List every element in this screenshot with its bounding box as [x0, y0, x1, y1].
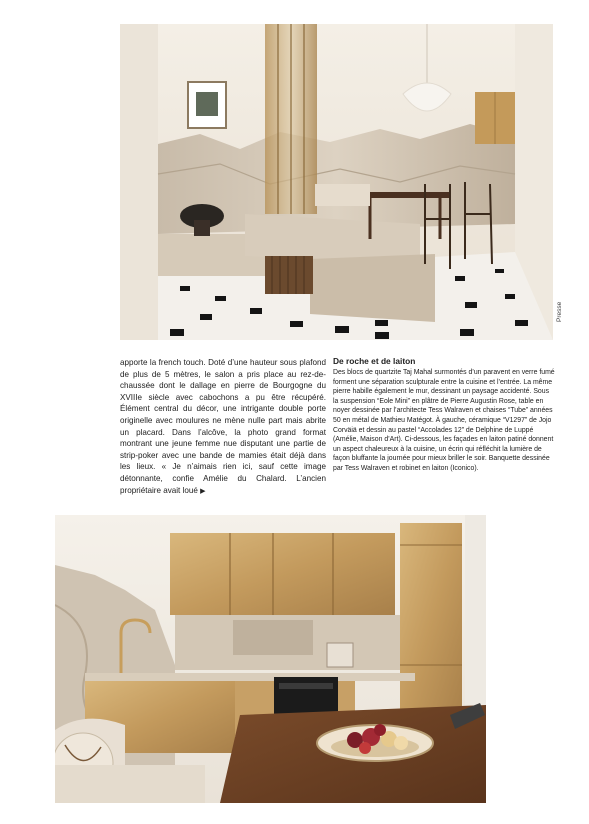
article-body-text: apporte la french touch. Doté d’une hauteur sous plafond de plus de 5 mètres, le salon a pris place au rez-de-chaussée dont le dallage en pierre de Bourgogne du XVIIIe siècle avec cabochons a pu être récupéré. Élément central du décor, une intrigante double porte originelle avec moulures ne mène nulle part mais abrite un placard. Dans l’alcôve, la photo grand format montrant une jeune femme nue disputant une partie de strip-poker avec une bande de mamies était déjà dans les lieux. « Je n’aimais rien ici, sauf cette image détonnante, confie Amélie du Chalard. L’ancien propriétaire avait loué	[120, 358, 326, 495]
caption-text: Des blocs de quartzite Taj Mahal surmontés d’un paravent en verre fumé forment une séparation sculpturale entre la cuisine et l’entrée. La même pierre habille également le mur, dessinant un paysage accidenté. Sous la suspension “Eole Mini” en plâtre de Pierre Augustin Rose, table en noyer dessinée par l’architecte Tess Walraven et chaises “Tube” années 50 en métal de Mathieu Matégot. À gauche, céramique “V1297” de Jojo Corväiä et dessin au pastel “Accolades 12” de Delphine de Luppé (Amélie, Maison d’Art). Ci-dessous, les façades en laiton patiné donnent un aspect chaleureux à la cuisine, un écrin qui réfléchit la lumière de façon bluffante la journée pour mieux briller le soir. Banquette dessinée par Tess Walraven et robinet en laiton (Iconico).	[333, 369, 555, 472]
continue-arrow-icon: ▶	[200, 487, 206, 495]
article-body	[120, 357, 326, 497]
photo-credit: Presse	[556, 301, 563, 322]
photo-caption	[333, 356, 555, 474]
caption-title: De roche et de laiton	[333, 356, 416, 366]
living-room-kitchen-photo	[120, 24, 553, 340]
brass-kitchen-photo	[55, 515, 486, 803]
